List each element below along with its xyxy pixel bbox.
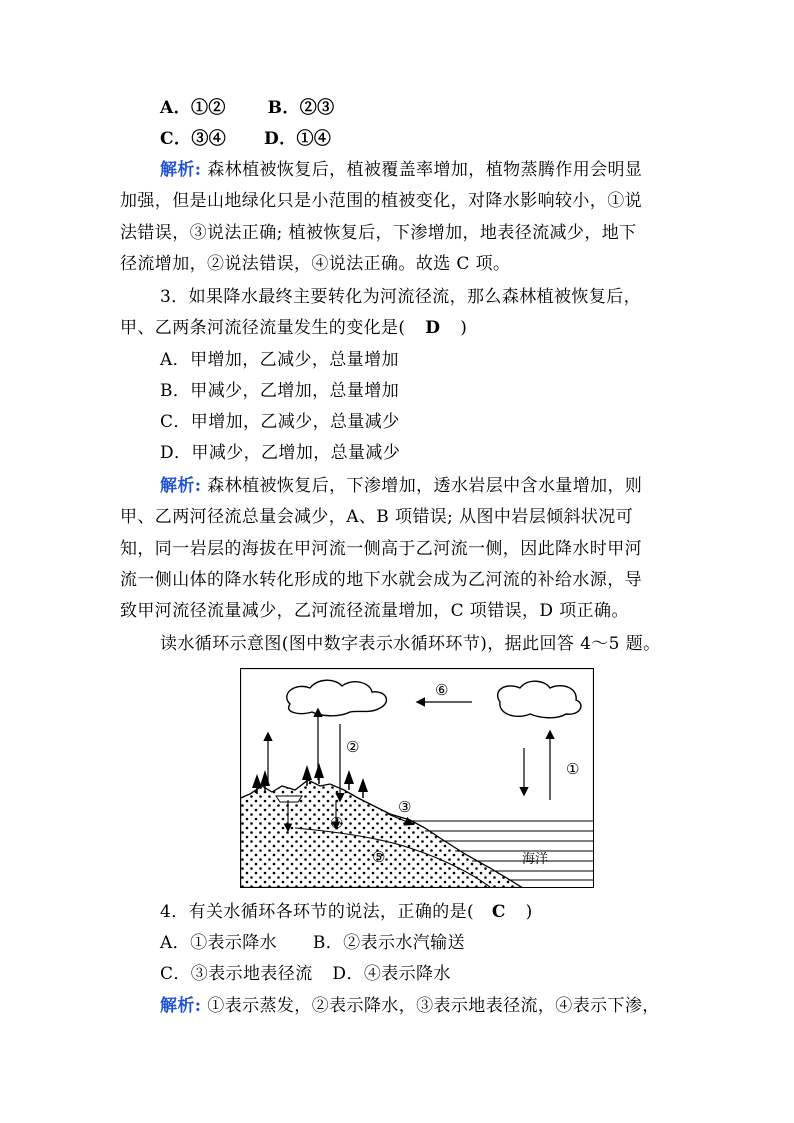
q3-analysis-line-2: 甲、乙两河径流总量会减少，A、B 项错误; 从图中岩层倾斜状况可	[120, 507, 634, 527]
label-1: ①	[566, 760, 580, 778]
q3-stem-text: 甲、乙两条河流径流量发生的变化是(	[120, 318, 406, 338]
label-5: ⑤	[372, 848, 386, 866]
q4-option-d: D．④表示降水	[332, 964, 451, 984]
q2-analysis-line-3: 法错误，③说法正确; 植被恢复后，下渗增加，地表径流减少，地下	[120, 223, 637, 243]
q4-stem-text: 4．有关水循环各环节的说法，正确的是(	[160, 902, 475, 922]
q3-stem-line-1: 3．如果降水最终主要转化为河流径流，那么森林植被恢复后，	[160, 287, 642, 307]
label-2: ②	[346, 738, 360, 756]
q3-option-d: D．甲减少，乙增加，总量减少	[160, 443, 401, 463]
q3-answer: D	[425, 318, 441, 338]
q4-options-row-2	[160, 962, 451, 986]
q3-close-paren: )	[460, 318, 468, 338]
label-6: ⑥	[435, 681, 449, 699]
q2-analysis-line-4: 径流增加，②说法错误，④说法正确。故选 C 项。	[120, 254, 511, 274]
q2-option-b: B．②③	[267, 98, 335, 118]
q3-analysis-line-4: 流一侧山体的降水转化形成的地下水就会成为乙河流的补给水源，导	[120, 570, 642, 590]
label-3: ③	[398, 798, 412, 816]
q4-analysis-text: ①表示蒸发，②表示降水，③表示地表径流，④表示下渗，	[207, 996, 660, 1016]
q4-close-paren: )	[525, 902, 533, 922]
q4-analysis-line-1	[160, 994, 660, 1018]
q3-analysis-line-1	[160, 474, 642, 498]
label-4: ④	[330, 814, 344, 832]
q4-answer: C	[491, 902, 506, 922]
q2-analysis-line-1	[160, 158, 642, 182]
figure-intro: 读水循环示意图(图中数字表示水循环环节)，据此回答 4～5 题。	[160, 634, 661, 654]
water-cycle-diagram	[240, 668, 594, 888]
q2-option-d: D．①④	[263, 129, 332, 149]
ocean-label: 海洋	[522, 852, 549, 867]
analysis-label: 解析:	[160, 476, 202, 496]
q3-analysis-line-5: 致甲河流径流量减少，乙河流径流量增加，C 项错误，D 项正确。	[120, 601, 629, 621]
q4-option-b: B．②表示水汽输送	[312, 933, 465, 953]
q3-analysis-line-3: 知，同一岩层的海拔在甲河流一侧高于乙河流一侧，因此降水时甲河	[120, 539, 642, 559]
q4-options-row-1	[160, 931, 465, 955]
q2-analysis-text-1: 森林植被恢复后，植被覆盖率增加，植物蒸腾作用会明显	[207, 160, 643, 180]
q2-options-row-1	[160, 96, 335, 120]
q3-option-b: B．甲减少，乙增加，总量增加	[160, 381, 400, 401]
analysis-label: 解析:	[160, 160, 202, 180]
q4-option-c: C．③表示地表径流	[160, 964, 313, 984]
q3-option-c: C．甲增加，乙减少，总量减少	[160, 412, 400, 432]
q3-stem-line-2	[120, 316, 467, 340]
q2-option-c: C．③④	[160, 129, 227, 149]
q2-option-a: A．①②	[160, 98, 226, 118]
q4-stem	[160, 900, 533, 924]
q2-analysis-line-2: 加强，但是山地绿化只是小范围的植被变化，对降水影响较小，①说	[120, 191, 642, 211]
q4-option-a: A．①表示降水	[160, 933, 278, 953]
cloud-right	[498, 681, 581, 718]
q3-option-a: A．甲增加，乙减少，总量增加	[160, 350, 399, 370]
lake	[276, 796, 302, 802]
analysis-label: 解析:	[160, 996, 202, 1016]
q3-analysis-text-1: 森林植被恢复后，下渗增加，透水岩层中含水量增加，则	[207, 476, 643, 496]
q2-options-row-2	[160, 127, 331, 151]
